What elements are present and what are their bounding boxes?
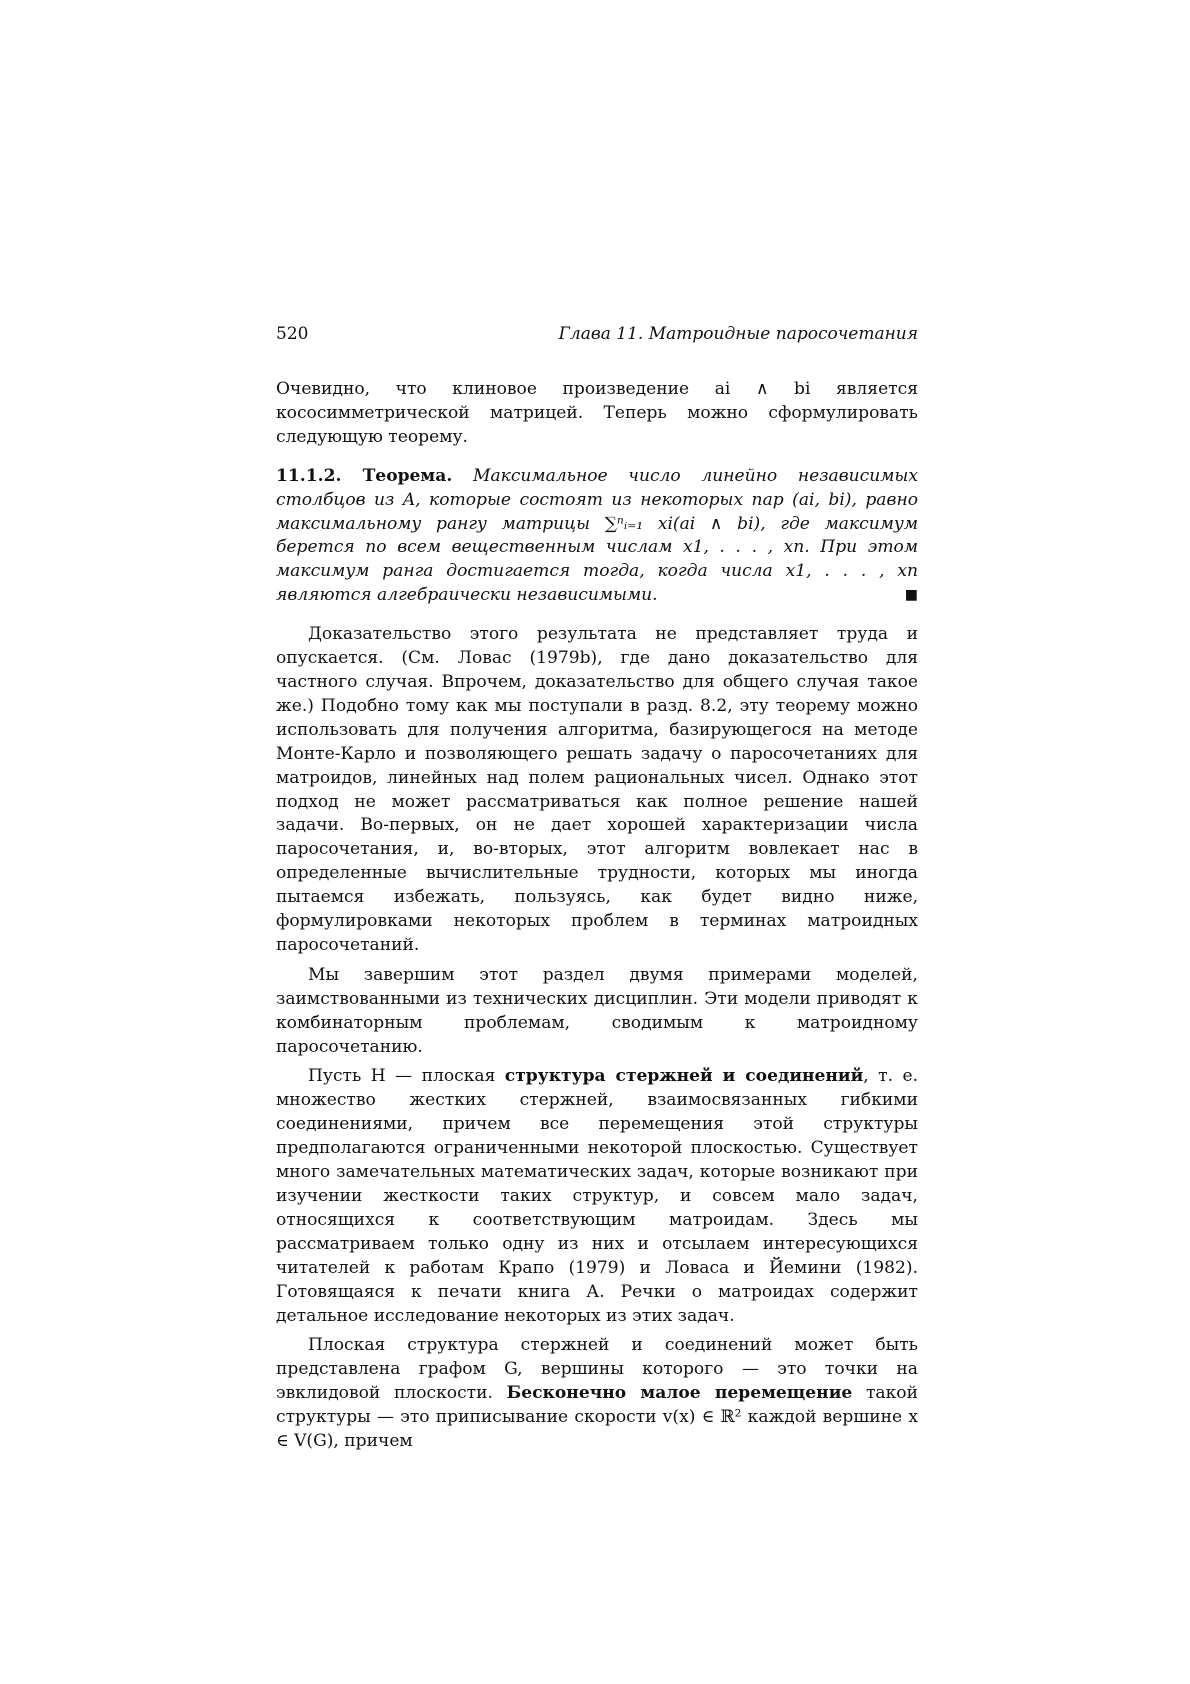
motion-paragraph xyxy=(276,1334,918,1454)
motion-term: Бесконечно малое перемещение xyxy=(506,1383,853,1404)
motion-text-end: такой структуры — это приписывание скорости v(x) ∈ ℝ² каждой вершине x ∈ V(G), причем xyxy=(276,1383,918,1452)
theorem-text: Максимальное число линейно независимых столбцов из A, которые состоят из некоторых пар (ai, bi), равно максимальному рангу матрицы ∑ⁿᵢ₌₁ xi(ai ∧ bi), где максимум берется по всем вещественным числам x1, . . . , xn. При этом максимум ранга достигается тогда, когда числа x1, . . . , xn являются алгебраически независимыми. xyxy=(276,465,918,606)
theorem-label: 11.1.2. Теорема. xyxy=(276,465,453,486)
structure-paragraph xyxy=(276,1065,918,1328)
page-header xyxy=(276,322,918,346)
theorem-block xyxy=(276,465,918,608)
page-number: 520 xyxy=(276,324,309,344)
intro-paragraph: Очевидно, что клиновое произведение ai ∧ bi является кососимметрической матрицей. Теперь можно сформулировать следующую теорему. xyxy=(276,379,918,447)
structure-term: структура стержней и соединений xyxy=(504,1066,864,1087)
proof-paragraph: Доказательство этого результата не представляет труда и опускается. (См. Ловас (1979b), где дано доказательство для частного случая. Впрочем, доказательство для общего случая такое же.) Подобно тому как мы поступали в разд. 8.2, эту теорему можно использовать для получения алгоритма, базирующегося на методе Монте-Карло и позволяющего решать задачу о паросочетаниях для матроидов, линейных над полем рациональных чисел. Однако этот подход не может рассматриваться как полное решение нашей задачи. Во-первых, он не дает хорошей характеризации числа паросочетания, и, во-вторых, этот алгоритм вовлекает нас в определенные вычислительные трудности, которых мы иногда пытаемся избежать, пользуясь, как будет видно ниже, формулировками некоторых проблем в терминах матроидных паросочетаний. xyxy=(276,624,918,955)
models-paragraph: Мы завершим этот раздел двумя примерами моделей, заимствованными из технических дисциплин. Эти модели приводят к комбинаторным проблемам, сводимым к матроидному паросочетанию. xyxy=(276,964,918,1057)
structure-text-start: Пусть H — плоская xyxy=(308,1066,505,1087)
structure-text-end: , т. е. множество жестких стержней, взаимосвязанных гибкими соединениями, причем все перемещения этой структуры предполагаются ограниченными некоторой плоскостью. Существует много замечательных математических задач, которые возникают при изучении жесткости таких структур, и совсем мало задач, относящихся к соответствующим матроидам. Здесь мы рассматриваем только одну из них и отсылаем интересующихся читателей к работам Крапо (1979) и Ловаса и Йемини (1982). Готовящаяся к печати книга А. Речки о матроидах содержит детальное исследование некоторых из этих задач. xyxy=(276,1066,919,1326)
running-head: Глава 11. Матроидные паросочетания xyxy=(558,324,918,344)
qed-symbol: ■ xyxy=(904,587,918,604)
motion-text-start: Плоская структура стержней и соединений может быть представлена графом G, вершины которого — это точки на эвклидовой плоскости. xyxy=(276,1335,918,1404)
page-body xyxy=(276,378,918,1454)
